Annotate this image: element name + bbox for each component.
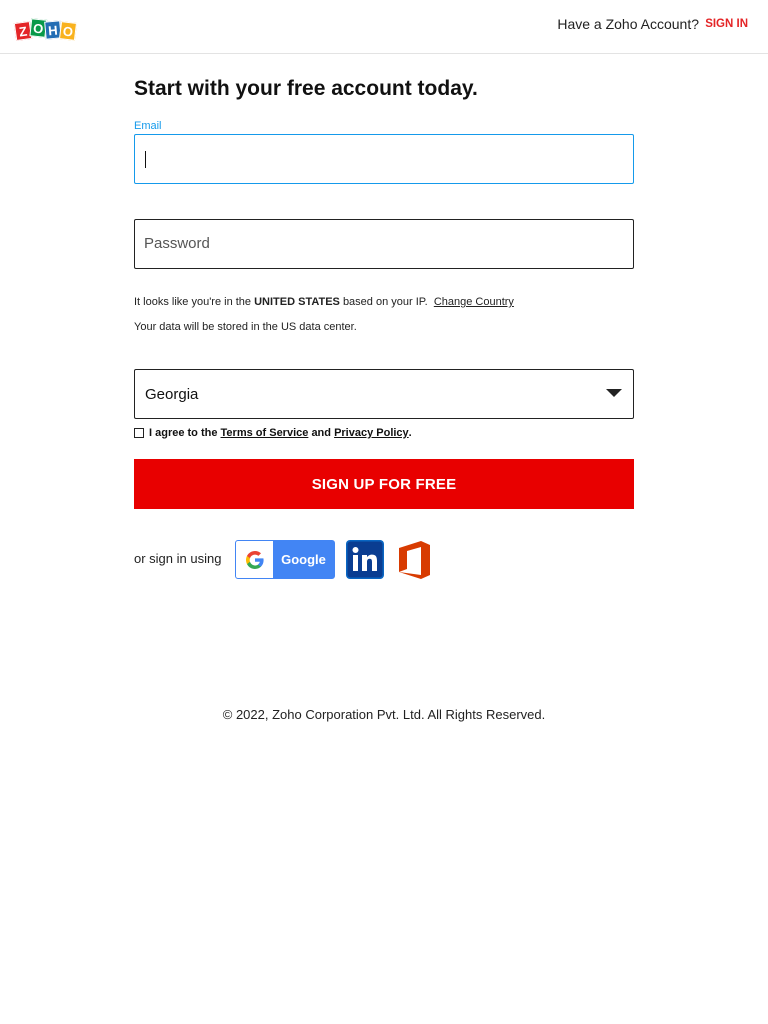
terms-checkbox[interactable]	[134, 428, 144, 438]
linkedin-sign-in-button[interactable]	[346, 540, 384, 579]
sign-in-link[interactable]: SIGN IN	[705, 18, 748, 30]
password-input[interactable]	[134, 219, 634, 269]
password-placeholder: Password	[144, 235, 210, 252]
ip-notice-suffix: based on your IP.	[342, 296, 428, 308]
privacy-policy-link[interactable]: Privacy Policy	[334, 427, 409, 439]
terms-agreement	[134, 427, 412, 439]
google-label: Google	[281, 552, 326, 567]
text-caret	[145, 151, 146, 168]
google-icon	[236, 541, 273, 578]
terms-of-service-link[interactable]: Terms of Service	[220, 427, 309, 439]
chevron-down-icon	[606, 389, 622, 397]
ip-notice-prefix: It looks like you're in the	[134, 296, 252, 308]
logo-letter-h: H	[44, 20, 62, 39]
detected-country: UNITED STATES	[254, 296, 340, 308]
state-value: Georgia	[145, 386, 199, 403]
email-input[interactable]	[134, 134, 634, 184]
header	[0, 0, 768, 54]
have-account-text: Have a Zoho Account?	[557, 16, 699, 32]
agree-prefix: I agree to the	[149, 427, 218, 439]
zoho-logo[interactable]	[15, 14, 75, 40]
agree-and: and	[311, 427, 331, 439]
google-sign-in-button[interactable]	[235, 540, 335, 579]
data-center-notice: Your data will be stored in the US data center.	[134, 321, 357, 333]
change-country-link[interactable]: Change Country	[433, 296, 514, 308]
logo-letter-o: O	[29, 18, 47, 38]
logo-letter-o2: O	[59, 21, 77, 41]
linkedin-icon	[346, 540, 384, 579]
state-select[interactable]	[134, 369, 634, 419]
footer-copyright: © 2022, Zoho Corporation Pvt. Ltd. All Rights Reserved.	[222, 707, 546, 722]
or-sign-in-text: or sign in using	[134, 551, 222, 566]
agree-end: .	[408, 427, 412, 439]
logo-letter-z: Z	[14, 21, 32, 41]
page-title: Start with your free account today.	[134, 77, 478, 100]
email-label: Email	[134, 120, 162, 132]
ip-notice	[134, 296, 514, 308]
office365-sign-in-button[interactable]	[397, 540, 433, 580]
sign-up-button[interactable]: SIGN UP FOR FREE	[134, 459, 634, 509]
office-icon	[397, 540, 433, 580]
